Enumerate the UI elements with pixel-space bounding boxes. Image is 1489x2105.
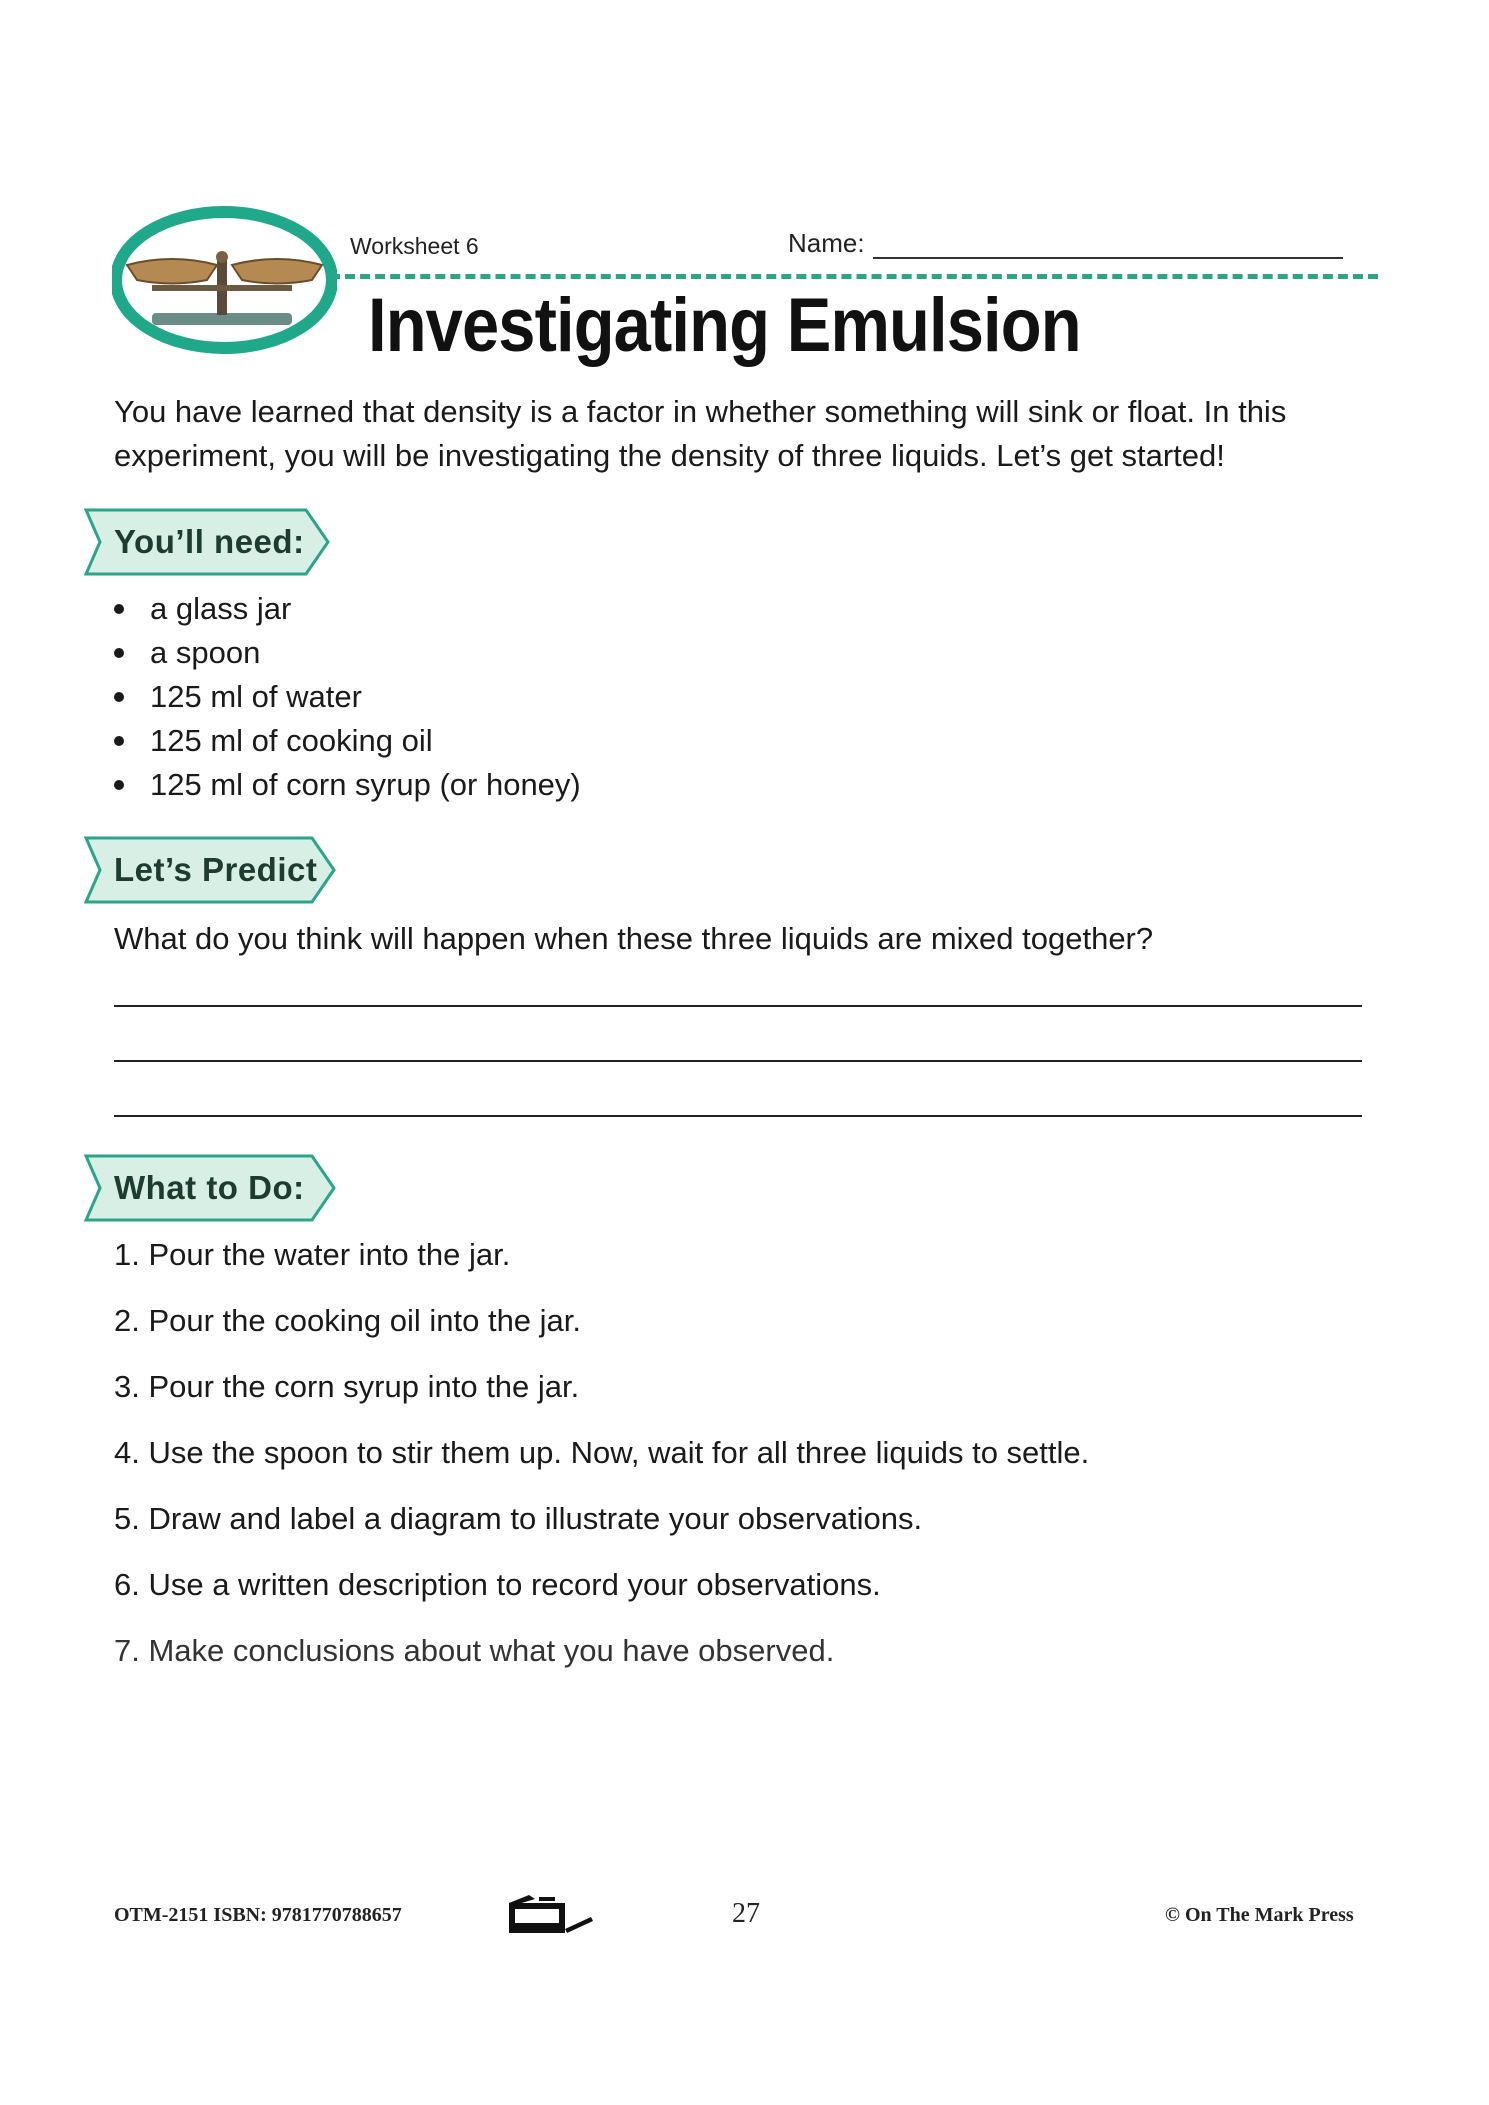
section-tab-needs (84, 508, 305, 576)
page-number: 27 (732, 1898, 760, 1929)
step-item: 3. Pour the corn syrup into the jar. (114, 1369, 580, 1404)
step-item: 7. Make conclusions about what you have observed. (114, 1633, 835, 1668)
steps-list (114, 1233, 1089, 1695)
list-item: 125 ml of corn syrup (or honey) (114, 763, 581, 807)
worksheet-label: Worksheet 6 (350, 233, 479, 259)
list-item: 125 ml of water (114, 675, 581, 719)
bullet-icon (114, 604, 124, 614)
bullet-icon (114, 648, 124, 658)
step-item: 6. Use a written description to record your observations. (114, 1567, 881, 1602)
section-tab-predict (84, 836, 317, 904)
section-label-predict: Let’s Predict (114, 851, 318, 888)
section-label-todo: What to Do: (114, 1169, 305, 1206)
list-item: 125 ml of cooking oil (114, 719, 581, 763)
footer-copyright: © On The Mark Press (1165, 1904, 1354, 1926)
balance-scale-icon (112, 205, 337, 355)
bullet-icon (114, 736, 124, 746)
intro-paragraph: You have learned that density is a factor in whether something will sink or float. In this experiment, you will be investigating the density of three liquids. Let’s get started! (114, 394, 1287, 473)
computer-icon (505, 1893, 595, 1935)
list-item: a glass jar (114, 587, 581, 631)
step-item: 5. Draw and label a diagram to illustrate your observations. (114, 1501, 923, 1536)
prediction-question: What do you think will happen when these three liquids are mixed together? (114, 921, 1154, 956)
step-item: 4. Use the spoon to stir them up. Now, wait for all three liquids to settle. (114, 1435, 1090, 1470)
list-item: a spoon (114, 631, 581, 675)
step-item: 1. Pour the water into the jar. (114, 1237, 511, 1272)
step-item: 2. Pour the cooking oil into the jar. (114, 1303, 582, 1338)
bullet-icon (114, 692, 124, 702)
page-title: Investigating Emulsion (368, 283, 1081, 368)
name-label: Name: (788, 228, 865, 258)
answer-line[interactable] (114, 1005, 1362, 1007)
bullet-icon (114, 780, 124, 790)
dashed-divider (330, 274, 1378, 279)
answer-line[interactable] (114, 1115, 1362, 1117)
name-field[interactable] (788, 228, 1343, 259)
footer-code: OTM-2151 ISBN: 9781770788657 (114, 1904, 402, 1926)
name-line[interactable] (873, 239, 1343, 259)
section-tab-todo (84, 1154, 305, 1222)
materials-list (114, 587, 581, 807)
answer-line[interactable] (114, 1060, 1362, 1062)
section-label-needs: You’ll need: (114, 523, 305, 560)
